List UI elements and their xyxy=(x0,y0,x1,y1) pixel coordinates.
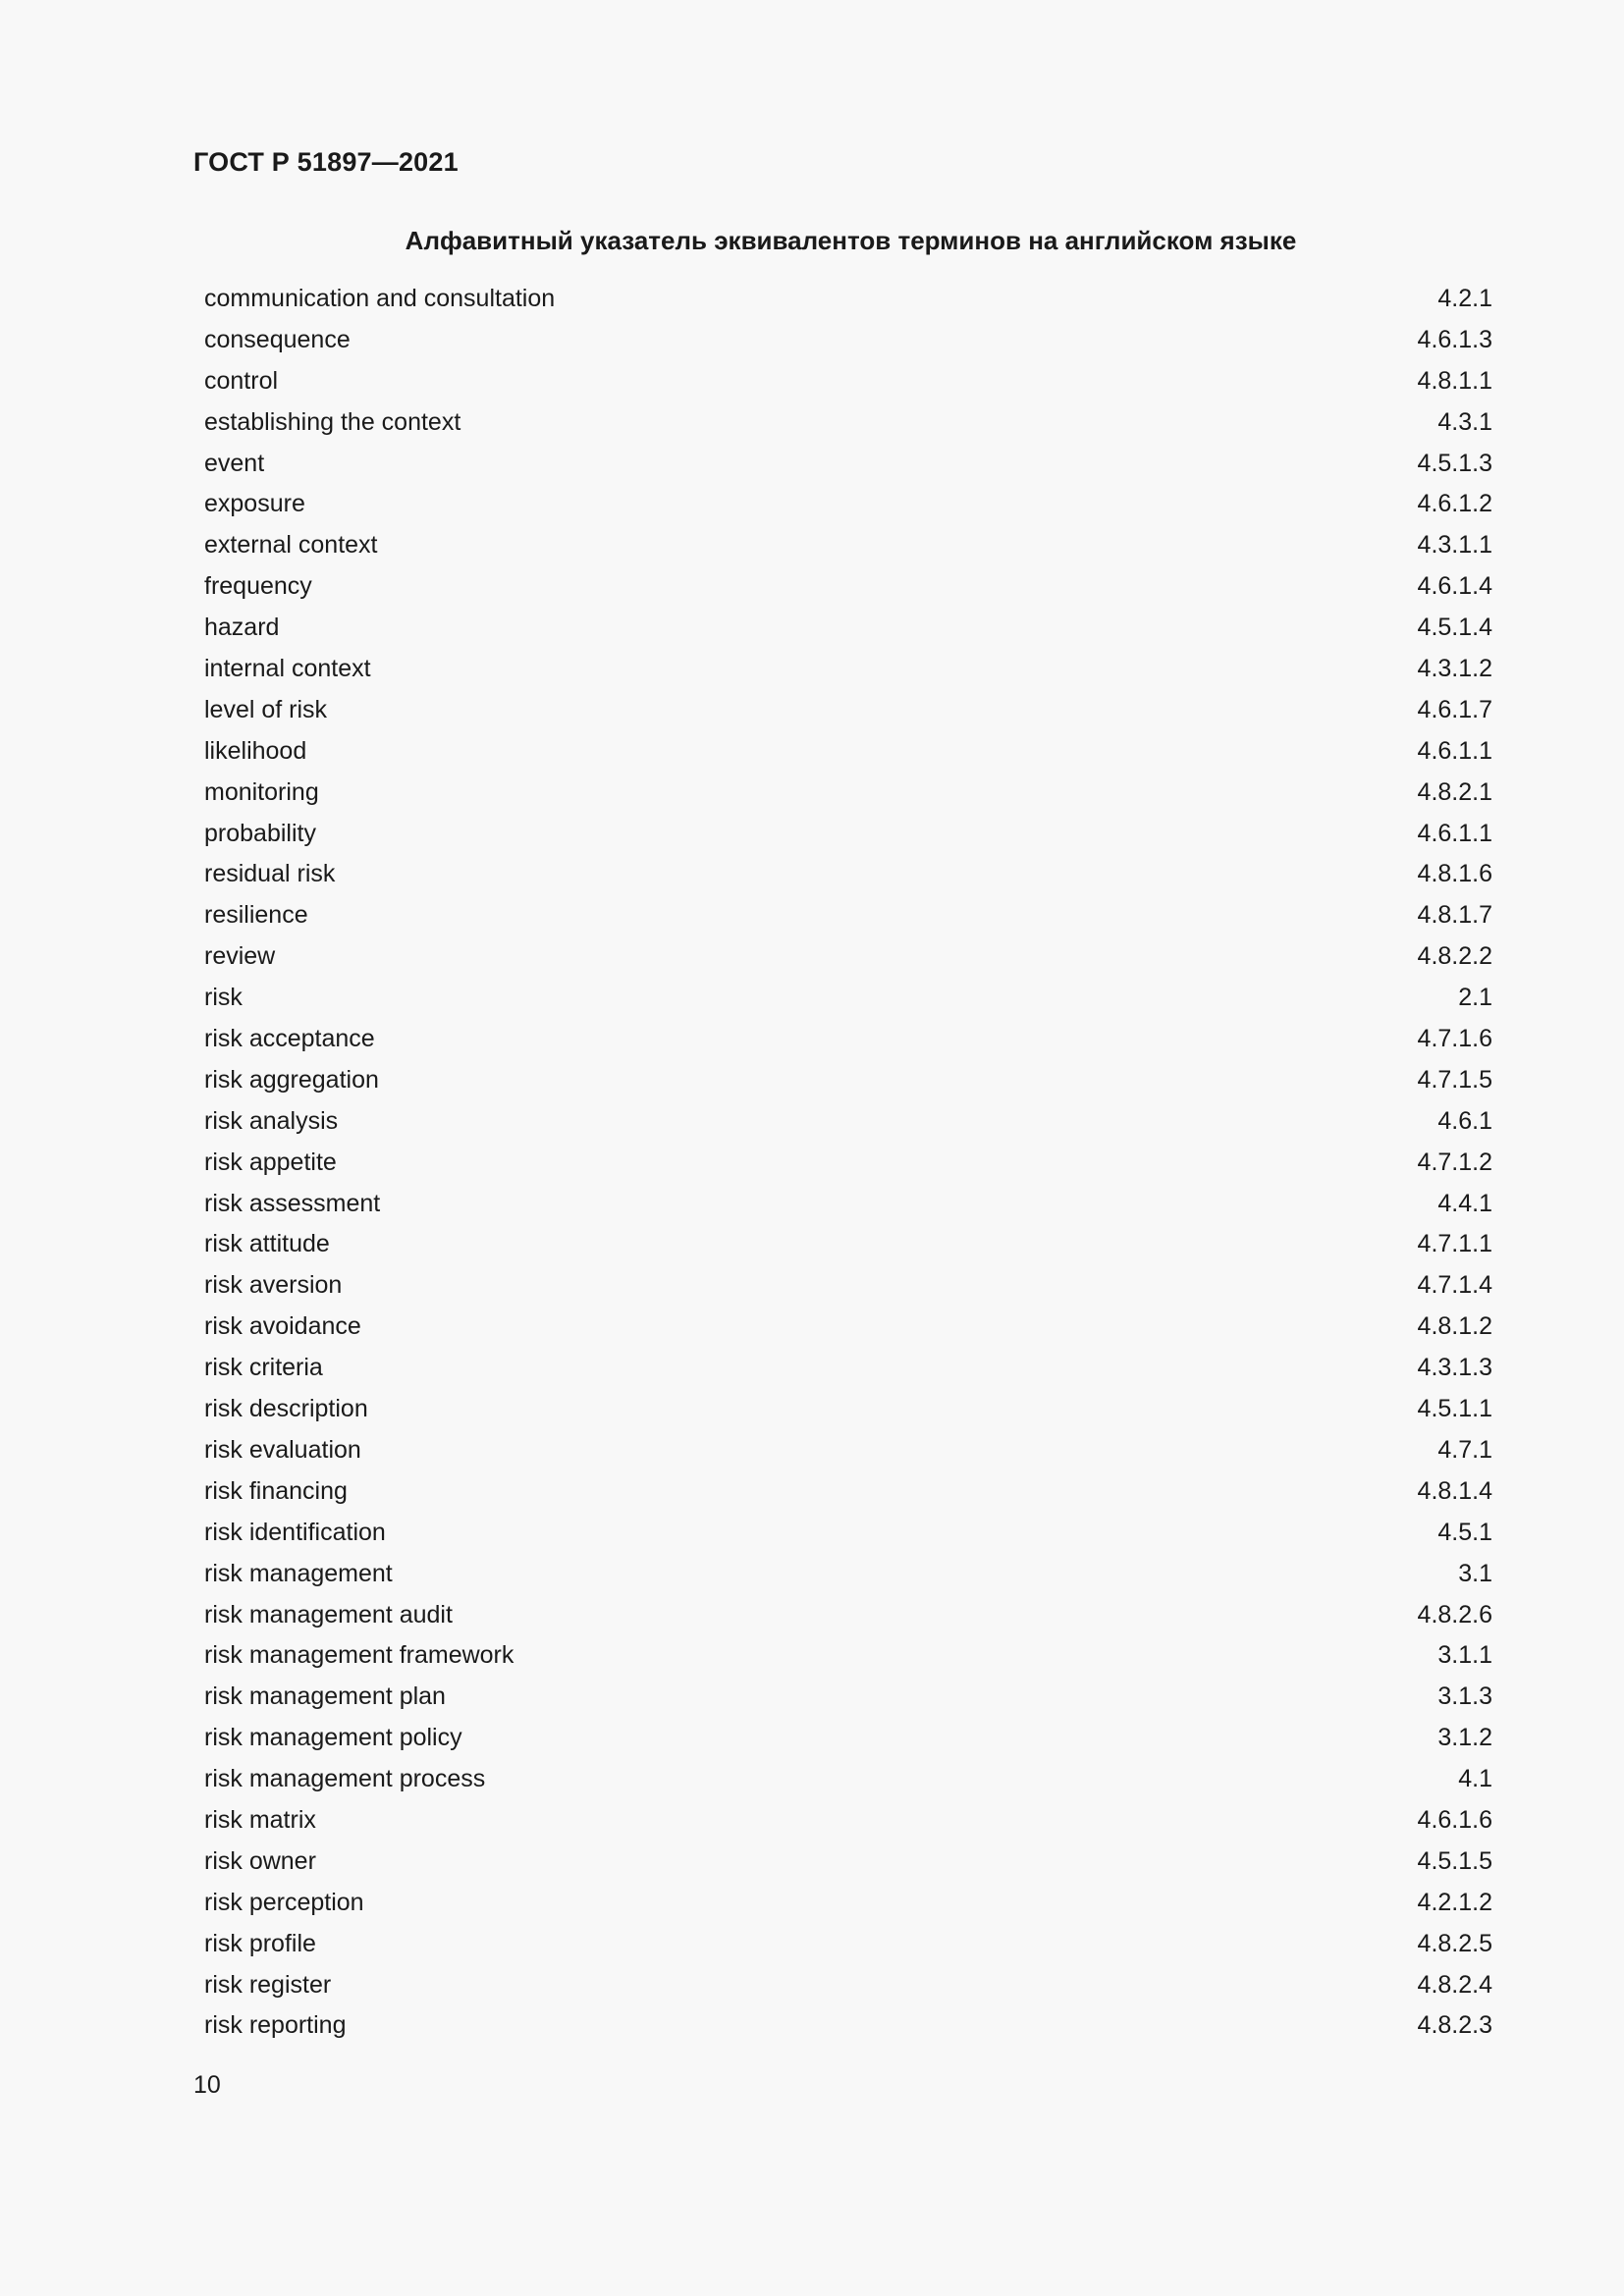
index-ref: 4.6.1.6 xyxy=(1417,1805,1492,1834)
index-term: risk avoidance xyxy=(204,1312,361,1341)
index-entry xyxy=(204,773,1492,814)
index-entry xyxy=(204,895,1492,936)
index-ref: 4.3.1.1 xyxy=(1417,531,1492,560)
index-entry xyxy=(204,525,1492,566)
index-entry xyxy=(204,1101,1492,1143)
index-term: consequence xyxy=(204,325,351,353)
index-ref: 4.7.1.6 xyxy=(1417,1025,1492,1053)
index-entry xyxy=(204,1389,1492,1430)
index-term: risk attitude xyxy=(204,1230,330,1258)
index-term: control xyxy=(204,366,279,395)
index-term: monitoring xyxy=(204,777,319,806)
index-term: review xyxy=(204,942,276,971)
index-entry xyxy=(204,361,1492,402)
index-term: communication and consultation xyxy=(204,285,556,312)
index-ref: 4.3.1 xyxy=(1437,407,1492,436)
index-ref: 4.8.1.4 xyxy=(1417,1476,1492,1505)
index-ref: 4.7.1.2 xyxy=(1417,1148,1492,1176)
index-entry xyxy=(204,814,1492,855)
index-term: risk aggregation xyxy=(204,1065,379,1094)
index-entry xyxy=(204,320,1492,361)
index-term: risk analysis xyxy=(204,1106,339,1135)
index-ref: 4.8.2.5 xyxy=(1417,1929,1492,1957)
index-ref: 4.5.1.3 xyxy=(1417,449,1492,477)
index-entry xyxy=(204,1224,1492,1265)
index-term: risk acceptance xyxy=(204,1025,375,1053)
index-entry xyxy=(204,566,1492,608)
index-entry xyxy=(204,1883,1492,1924)
index-ref: 4.3.1.2 xyxy=(1417,655,1492,683)
index-entry xyxy=(204,1184,1492,1225)
index-term: risk matrix xyxy=(204,1805,316,1834)
index-term: probability xyxy=(204,819,316,847)
index-term: risk register xyxy=(204,1970,332,1999)
index-ref: 4.8.1.1 xyxy=(1417,366,1492,395)
index-entry xyxy=(204,1471,1492,1513)
index-ref: 4.6.1 xyxy=(1437,1106,1492,1135)
index-ref: 4.5.1.1 xyxy=(1417,1395,1492,1423)
index-ref: 2.1 xyxy=(1458,984,1492,1012)
index-entry xyxy=(204,1759,1492,1800)
index-term: hazard xyxy=(204,614,280,642)
index-term: risk criteria xyxy=(204,1354,323,1382)
index-entry xyxy=(204,1800,1492,1842)
index-ref: 4.6.1.1 xyxy=(1417,819,1492,847)
index-term: risk owner xyxy=(204,1846,316,1875)
index-entry xyxy=(204,1430,1492,1471)
index-term: risk perception xyxy=(204,1888,364,1916)
index-entry xyxy=(204,1554,1492,1595)
index-term: risk profile xyxy=(204,1929,316,1957)
index-term: external context xyxy=(204,531,378,560)
index-entry xyxy=(204,690,1492,731)
index-entry xyxy=(204,1635,1492,1677)
index-ref: 4.8.2.3 xyxy=(1417,2011,1492,2040)
index-term: risk management xyxy=(204,1559,393,1587)
index-ref: 4.6.1.4 xyxy=(1417,572,1492,601)
index-term: internal context xyxy=(204,655,371,683)
index-ref: 4.5.1 xyxy=(1437,1518,1492,1546)
index-term: risk aversion xyxy=(204,1271,343,1300)
index-ref: 4.8.1.6 xyxy=(1417,860,1492,888)
index-term: risk management policy xyxy=(204,1724,462,1752)
index-term: risk identification xyxy=(204,1518,386,1546)
index-entry xyxy=(204,1718,1492,1759)
index-entry xyxy=(204,484,1492,525)
index-ref: 4.7.1 xyxy=(1437,1435,1492,1464)
index-term: risk assessment xyxy=(204,1189,381,1217)
index-entry xyxy=(204,1595,1492,1636)
index-entry xyxy=(204,1019,1492,1060)
index-term: resilience xyxy=(204,901,308,930)
index-term: likelihood xyxy=(204,736,307,765)
index-ref: 3.1.3 xyxy=(1437,1682,1492,1711)
index-term: event xyxy=(204,449,265,477)
index-term: risk xyxy=(204,984,243,1012)
index-entry xyxy=(204,1307,1492,1348)
index-ref: 4.8.2.1 xyxy=(1417,777,1492,806)
index-entry xyxy=(204,1924,1492,1965)
index-ref: 4.8.1.2 xyxy=(1417,1312,1492,1341)
index-ref: 3.1 xyxy=(1458,1559,1492,1587)
index-entry xyxy=(204,731,1492,773)
index-entry xyxy=(204,1348,1492,1389)
index-ref: 4.8.2.4 xyxy=(1417,1970,1492,1999)
index-term: frequency xyxy=(204,572,312,601)
index-ref: 4.7.1.5 xyxy=(1417,1065,1492,1094)
index-entry xyxy=(204,2005,1492,2047)
index-ref: 4.7.1.1 xyxy=(1417,1230,1492,1258)
index-entry xyxy=(204,978,1492,1019)
index-entry xyxy=(204,608,1492,649)
index-ref: 4.5.1.4 xyxy=(1417,614,1492,642)
index-entry xyxy=(204,1143,1492,1184)
index-entry xyxy=(204,1965,1492,2006)
index-entry xyxy=(204,1842,1492,1883)
index-term: risk management framework xyxy=(204,1641,514,1670)
index-term: risk management plan xyxy=(204,1682,446,1711)
index-list xyxy=(204,279,1492,2047)
index-term: level of risk xyxy=(204,695,328,723)
index-ref: 4.8.2.6 xyxy=(1417,1600,1492,1629)
index-ref: 4.3.1.3 xyxy=(1417,1354,1492,1382)
index-entry xyxy=(204,279,1492,320)
document-code: ГОСТ Р 51897—2021 xyxy=(193,147,459,177)
index-ref: 3.1.2 xyxy=(1437,1724,1492,1752)
index-entry xyxy=(204,649,1492,690)
index-entry xyxy=(204,854,1492,895)
index-entry xyxy=(204,1265,1492,1307)
index-entry xyxy=(204,1513,1492,1554)
index-title: Алфавитный указатель эквивалентов терминов на английском языке xyxy=(405,226,1297,255)
index-ref: 4.5.1.5 xyxy=(1417,1846,1492,1875)
index-term: establishing the context xyxy=(204,407,461,436)
index-ref: 4.4.1 xyxy=(1437,1189,1492,1217)
index-term: risk financing xyxy=(204,1476,348,1505)
index-term: risk management process xyxy=(204,1765,486,1793)
index-ref: 4.1 xyxy=(1458,1765,1492,1793)
index-ref: 4.6.1.1 xyxy=(1417,736,1492,765)
index-entry xyxy=(204,402,1492,444)
index-ref: 4.8.1.7 xyxy=(1417,901,1492,930)
index-term: risk reporting xyxy=(204,2011,347,2040)
index-ref: 4.6.1.3 xyxy=(1417,325,1492,353)
index-ref: 4.2.1 xyxy=(1437,285,1492,312)
index-term: risk appetite xyxy=(204,1148,337,1176)
index-term: risk management audit xyxy=(204,1600,453,1629)
index-entry xyxy=(204,1677,1492,1718)
index-term: risk evaluation xyxy=(204,1435,361,1464)
index-ref: 4.7.1.4 xyxy=(1417,1271,1492,1300)
page-number: 10 xyxy=(193,2071,221,2099)
index-ref: 4.8.2.2 xyxy=(1417,942,1492,971)
index-ref: 4.2.1.2 xyxy=(1417,1888,1492,1916)
index-ref: 4.6.1.7 xyxy=(1417,695,1492,723)
index-term: risk description xyxy=(204,1395,368,1423)
index-term: exposure xyxy=(204,490,305,518)
index-entry xyxy=(204,1060,1492,1101)
index-entry xyxy=(204,936,1492,978)
index-entry xyxy=(204,444,1492,485)
index-term: residual risk xyxy=(204,860,336,888)
index-ref: 4.6.1.2 xyxy=(1417,490,1492,518)
index-ref: 3.1.1 xyxy=(1437,1641,1492,1670)
